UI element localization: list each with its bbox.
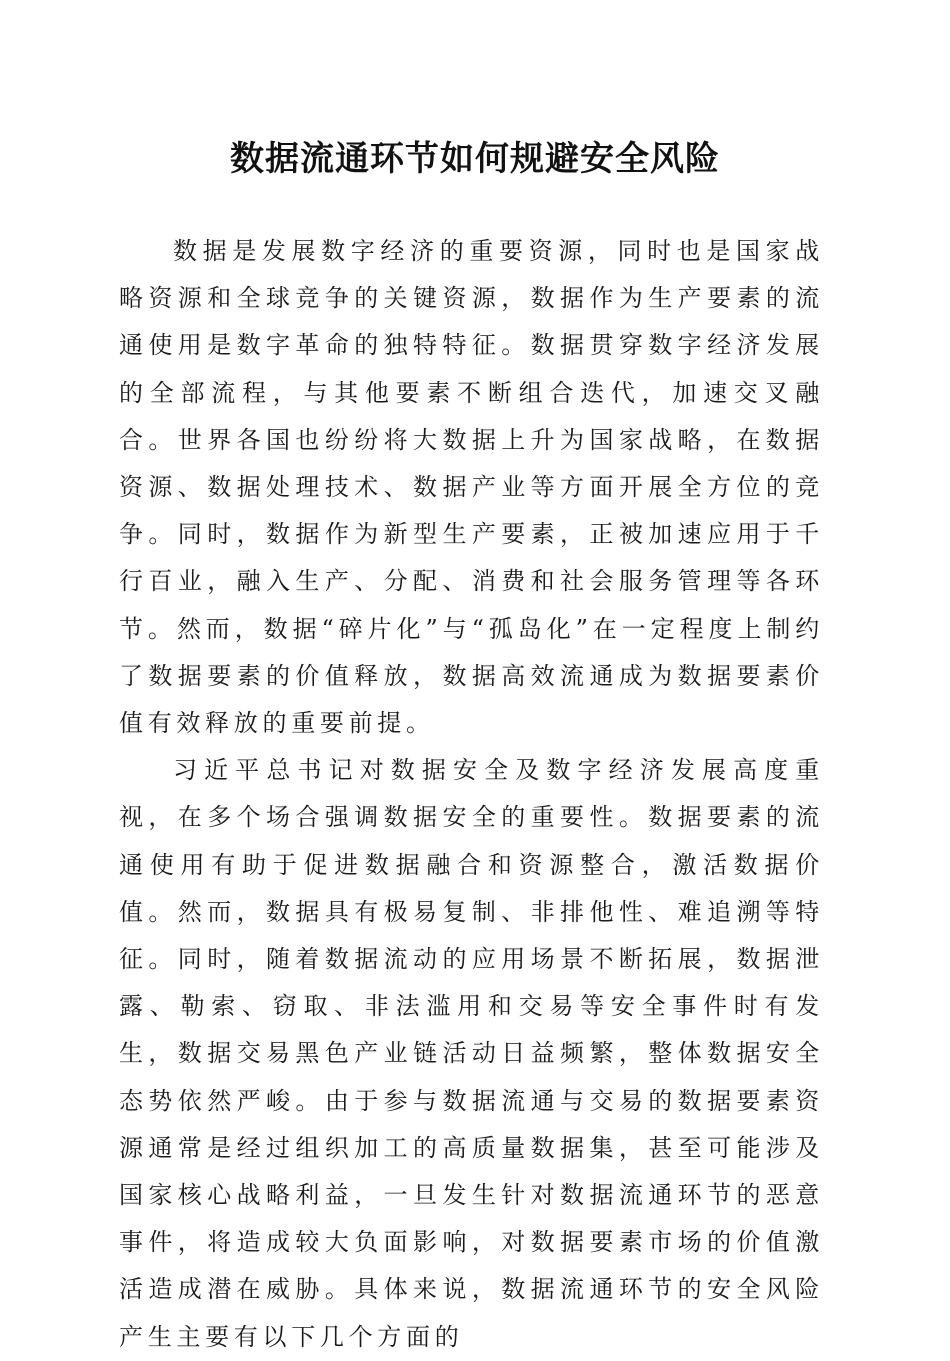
document-body (119, 228, 824, 1361)
paragraph-1: 数据是发展数字经济的重要资源，同时也是国家战略资源和全球竞争的关键资源，数据作为生产要素的流通使用是数字革命的独特特征。数据贯穿数字经济发展的全部流程，与其他要素不断组合迭代，加速交叉融合。世界各国也纷纷将大数据上升为国家战略，在数据资源、数据处理技术、数据产业等方面开展全方位的竞争。同时，数据作为新型生产要素，正被加速应用于千行百业，融入生产、分配、消费和社会服务管理等各环节。然而，数据“碎片化”与“孤岛化”在一定程度上制约了数据要素的价值释放，数据高效流通成为数据要素价值有效释放的重要前提。 (119, 237, 824, 738)
paragraph-2: 习近平总书记对数据安全及数字经济发展高度重视，在多个场合强调数据安全的重要性。数据要素的流通使用有助于促进数据融合和资源整合，激活数据价值。然而，数据具有极易复制、非排他性、难追溯等特征。同时，随着数据流动的应用场景不断拓展，数据泄露、勒索、窃取、非法滥用和交易等安全事件时有发生，数据交易黑色产业链活动日益频繁，整体数据安全态势依然严峻。由于参与数据流通与交易的数据要素资源通常是经过组织加工的高质量数据集，甚至可能涉及国家核心战略利益，一旦发生针对数据流通环节的恶意事件，将造成较大负面影响，对数据要素市场的价值激活造成潜在威胁。具体来说，数据流通环节的安全风险产生主要有以下几个方面的 (119, 756, 824, 1351)
document-title: 数据流通环节如何规避安全风险 (230, 139, 720, 179)
